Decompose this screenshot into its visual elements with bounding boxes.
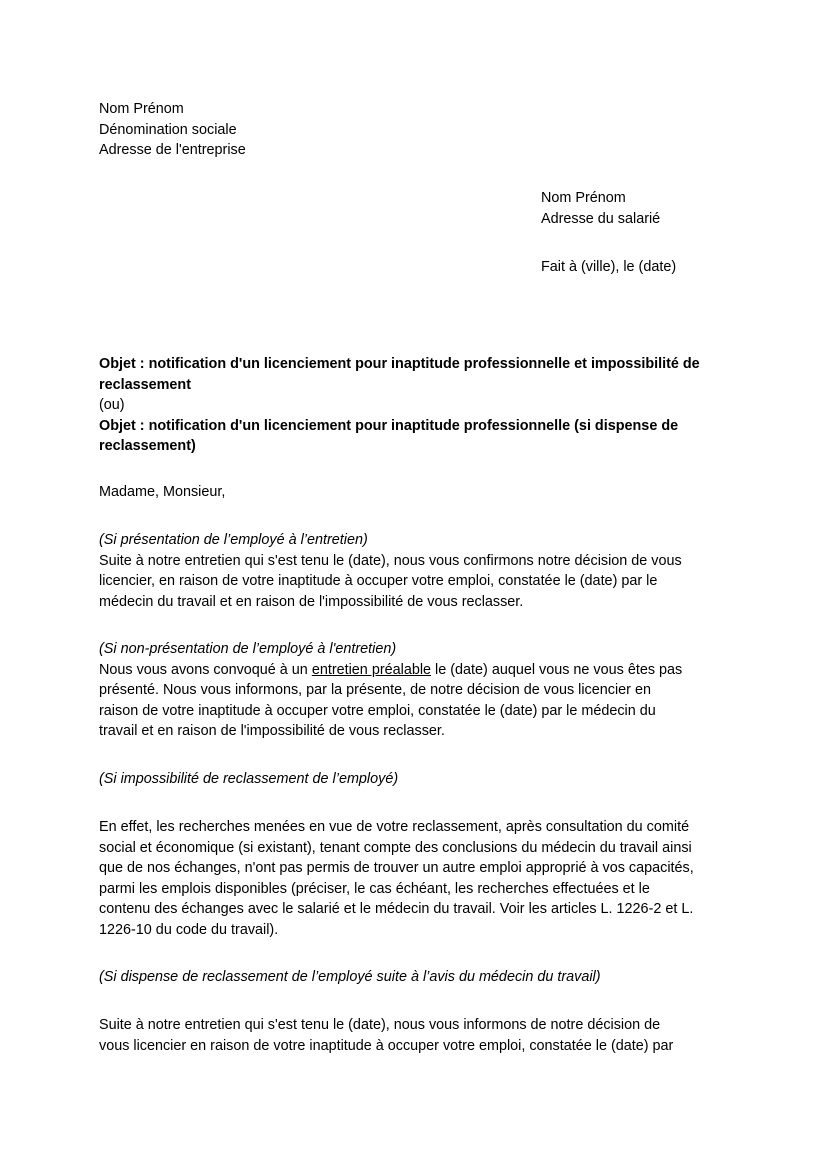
section4-line: vous licencier en raison de votre inaptitude à occuper votre emploi, constatée le (date) par <box>99 1037 674 1054</box>
section3-line: En effet, les recherches menées en vue de votre reclassement, après consultation du comité <box>99 819 690 835</box>
subject2-line2: reclassement) <box>99 438 196 454</box>
salutation: Madame, Monsieur, <box>99 484 226 500</box>
section1-line: Suite à notre entretien qui s'est tenu le (date), nous vous confirmons notre décision de vous <box>99 552 682 569</box>
section2-line: raison de votre inaptitude à occuper votre emploi, constatée le (date) par le médecin du <box>99 702 656 719</box>
section2-line <box>99 660 727 681</box>
place-date-block <box>541 257 801 278</box>
section1-heading: (Si présentation de l’employé à l’entretien) <box>99 532 368 548</box>
place-date: Fait à (ville), le (date) <box>541 259 677 275</box>
section-impossibility <box>99 769 727 790</box>
recipient-name: Nom Prénom <box>541 190 626 206</box>
or-text: (ou) <box>99 397 125 413</box>
section1-line: médecin du travail et en raison de l'impossibilité de vous reclasser. <box>99 593 524 610</box>
recipient-address: Adresse du salarié <box>541 210 661 227</box>
section3-line: 1226-10 du code du travail). <box>99 921 279 938</box>
section3-line: contenu des échanges avec le salarié et le médecin du travail. Voir les articles L. 1226-2 et L. <box>99 901 694 917</box>
section2-line: présenté. Nous vous informons, par la présente, de notre décision de vous licencier en <box>99 682 651 698</box>
section3-line: parmi les emplois disponibles (préciser, le cas échéant, les recherches effectuées et le <box>99 880 650 897</box>
entretien-prealable-link[interactable]: entretien préalable <box>311 661 432 678</box>
section4-body <box>99 1015 727 1056</box>
sender-name: Nom Prénom <box>99 101 184 117</box>
section4-line: Suite à notre entretien qui s'est tenu le (date), nous vous informons de notre décision de <box>99 1017 661 1033</box>
sender-block <box>99 99 727 161</box>
section-presentation <box>99 530 727 612</box>
section3-body <box>99 817 727 940</box>
section3-line: social et économique (si existant), tenant compte des conclusions du médecin du travail ainsi <box>99 839 692 856</box>
salutation-block <box>99 482 727 503</box>
section-dispense <box>99 967 727 988</box>
subject1-line1: Objet : notification d'un licenciement pour inaptitude professionnelle et impossibilité de <box>99 356 700 372</box>
section2-line1-before: Nous vous avons convoqué à un <box>99 661 312 678</box>
sender-company: Dénomination sociale <box>99 121 237 138</box>
subject1-line2: reclassement <box>99 376 192 393</box>
recipient-block <box>541 188 801 229</box>
subject-block <box>99 354 727 457</box>
section-non-presentation <box>99 639 727 742</box>
section2-heading: (Si non-présentation de l’employé à l'entretien) <box>99 641 397 657</box>
section4-heading: (Si dispense de reclassement de l’employé suite à l’avis du médecin du travail) <box>99 969 601 985</box>
section3-line: que de nos échanges, n'ont pas permis de trouver un autre emploi approprié à vos capacités, <box>99 860 694 876</box>
section1-line: licencier, en raison de votre inaptitude à occuper votre emploi, constatée le (date) par le <box>99 573 658 589</box>
section3-heading: (Si impossibilité de reclassement de l’employé) <box>99 771 399 787</box>
section2-line1-after: le (date) auquel vous ne vous êtes pas <box>431 661 683 678</box>
sender-address: Adresse de l'entreprise <box>99 142 246 158</box>
section2-line: travail et en raison de l'impossibilité de vous reclasser. <box>99 723 445 739</box>
subject2-line1: Objet : notification d'un licenciement pour inaptitude professionnelle (si dispense de <box>99 417 679 434</box>
